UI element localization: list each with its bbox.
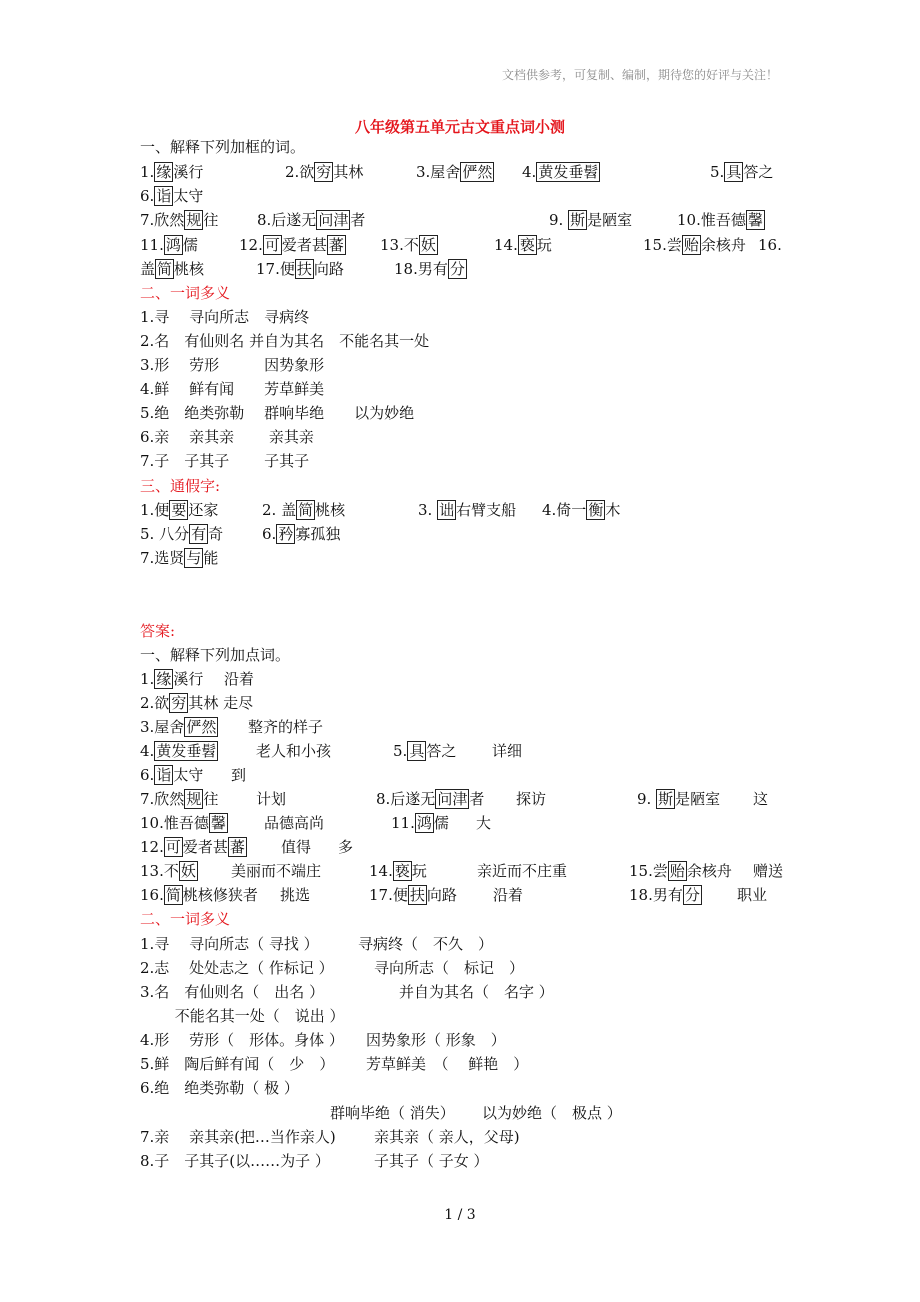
answer-meaning: 探访 bbox=[516, 790, 547, 808]
answer-row-4: 4. 黄发垂髫 老人和小孩 5. 具 答之 详细 bbox=[140, 742, 523, 760]
polysemy-line: 2.名 有仙则名 并自为其名 不能名其一处 bbox=[140, 332, 430, 350]
loanword-row-1 bbox=[140, 500, 740, 520]
answer-polysemy-line: 5.鲜 陶后鲜有闻（ 少 ） 芳草鲜美 （ 鲜艳 ） bbox=[140, 1055, 529, 1073]
answer-meaning: 沿着 bbox=[493, 886, 524, 904]
item-17: 17.便 扶 向路 bbox=[256, 260, 344, 278]
loanword-7: 7.选贤 与 能 bbox=[140, 549, 219, 567]
quiz-section3-heading: 三、通假字: bbox=[140, 477, 221, 495]
quiz-row-4 bbox=[140, 235, 780, 255]
answer-meaning: 整齐的样子 bbox=[248, 718, 324, 736]
answer-row-3: 3.屋舍 俨然 整齐的样子 bbox=[140, 718, 324, 736]
item-9: 9. 斯 是陋室 bbox=[549, 211, 633, 229]
answer-meaning: 美丽而不端庄 bbox=[231, 862, 322, 880]
answers-label: 答案: bbox=[140, 622, 176, 640]
item-1: 1. 缘 溪行 bbox=[140, 163, 204, 181]
quiz-row-3 bbox=[140, 210, 780, 230]
answer-meaning: 赠送 bbox=[753, 862, 784, 880]
answer-polysemy-line: 1.寻 寻向所志（ 寻找 ） 寻病终（ 不久 ） bbox=[140, 935, 494, 953]
item-8: 8.后遂无 问津 者 bbox=[257, 211, 366, 229]
answer-polysemy-line: 不能名其一处（ 说出 ） bbox=[140, 1007, 345, 1025]
loanword-6: 6. 矜 寡孤独 bbox=[262, 525, 341, 543]
answer-row-10: 10.惟吾德 馨 品德高尚 11. 鸿 儒 大 bbox=[140, 814, 492, 832]
answer-meaning: 亲近而不庄重 bbox=[477, 862, 568, 880]
item-14: 14. 亵 玩 bbox=[494, 236, 552, 254]
loanword-1: 1.便 要 还家 bbox=[140, 501, 219, 519]
loanword-3: 3. 诎 右臂支船 bbox=[418, 501, 517, 519]
answer-meaning: 走尽 bbox=[223, 694, 254, 712]
answer-meaning: 职业 bbox=[737, 886, 768, 904]
answer-row-1: 1. 缘 溪行 沿着 bbox=[140, 670, 255, 688]
answer-polysemy-line: 8.子 子其子(以……为子 ） 子其子（ 子女 ） bbox=[140, 1152, 489, 1170]
answers-section2-heading: 二、一词多义 bbox=[140, 910, 231, 928]
answer-meaning: 沿着 bbox=[224, 670, 255, 688]
answers-section1-heading: 一、解释下列加点词。 bbox=[140, 646, 291, 664]
answer-meaning: 这 bbox=[753, 790, 769, 808]
answer-polysemy-line: 6.绝 绝类弥勒（ 极 ） bbox=[140, 1079, 299, 1097]
answer-row-2: 2.欲 穷 其林 走尽 bbox=[140, 694, 254, 712]
answer-polysemy-line: 7.亲 亲其亲(把…当作亲人) 亲其亲（ 亲人，父母) bbox=[140, 1128, 520, 1146]
polysemy-line: 4.鲜 鲜有闻 芳草鲜美 bbox=[140, 380, 325, 398]
item-18: 18.男有 分 bbox=[394, 260, 465, 278]
answer-meaning: 值得 bbox=[281, 838, 312, 856]
polysemy-line: 3.形 劳形 因势象形 bbox=[140, 356, 325, 374]
quiz-row-1 bbox=[140, 162, 780, 182]
polysemy-line: 6.亲 亲其亲 亲其亲 bbox=[140, 428, 314, 446]
answer-polysemy-line: 3.名 有仙则名（ 出名 ） 并自为其名（ 名字 ） bbox=[140, 983, 554, 1001]
answer-meaning: 挑选 bbox=[280, 886, 311, 904]
answer-polysemy-line: 群响毕绝（ 消失） 以为妙绝（ 极点 ） bbox=[330, 1104, 622, 1122]
item-15: 15.尝 贻 余核舟 bbox=[643, 236, 746, 254]
answer-row-16: 16. 简 桃核修狭者 挑选 17.便 扶 向路 沿着 18.男有 分 职业 bbox=[140, 886, 768, 904]
quiz-row-2: 6. 诣 太守 bbox=[140, 187, 204, 205]
polysemy-line: 5.绝 绝类弥勒 群响毕绝 以为妙绝 bbox=[140, 404, 415, 422]
answer-row-12: 12. 可 爱者甚 蕃 值得 多 bbox=[140, 838, 354, 856]
item-16: 盖 简 桃核 bbox=[140, 260, 205, 278]
answer-meaning: 计划 bbox=[256, 790, 287, 808]
item-16-number: 16. bbox=[758, 236, 782, 254]
answer-meaning: 多 bbox=[338, 838, 354, 856]
answer-row-7: 7.欣然 规 往 计划 8.后遂无 问津 者 探访 9. 斯 是陋室 这 bbox=[140, 790, 769, 808]
loanword-4: 4.倚一 衡 木 bbox=[542, 501, 621, 519]
item-3: 3.屋舍 俨然 bbox=[416, 163, 493, 181]
item-12: 12. 可 爱者甚 蕃 bbox=[239, 236, 344, 254]
answer-polysemy-line: 2.志 处处志之（ 作标记 ） 寻向所志（ 标记 ） bbox=[140, 959, 525, 977]
loanword-5: 5. 八分 有 奇 bbox=[140, 525, 224, 543]
item-11: 11. 鸿 儒 bbox=[140, 236, 198, 254]
header-note: 文档供参考，可复制、编制，期待您的好评与关注！ bbox=[501, 68, 778, 82]
quiz-row-5 bbox=[140, 259, 780, 279]
item-2: 2.欲 穷 其林 bbox=[285, 163, 364, 181]
page-title: 八年级第五单元古文重点词小测 bbox=[354, 118, 565, 136]
answer-row-13: 13.不 妖 美丽而不端庄 14. 亵 玩 亲近而不庄重 15.尝 贻 余核舟 赠送 bbox=[140, 862, 784, 880]
answer-meaning: 大 bbox=[476, 814, 492, 832]
answer-meaning: 到 bbox=[231, 766, 247, 784]
answer-meaning: 品德高尚 bbox=[264, 814, 325, 832]
item-10: 10.惟吾德 馨 bbox=[677, 211, 763, 229]
item-13: 13.不 妖 bbox=[380, 236, 436, 254]
polysemy-line: 1.寻 寻向所志 寻病终 bbox=[140, 308, 310, 326]
answer-meaning: 详细 bbox=[492, 742, 523, 760]
item-5: 5. 具 答之 bbox=[710, 163, 774, 181]
loanword-row-2 bbox=[140, 524, 740, 544]
answer-row-6: 6. 诣 太守 到 bbox=[140, 766, 247, 784]
polysemy-line: 7.子 子其子 子其子 bbox=[140, 452, 310, 470]
item-4: 4. 黄发垂髫 bbox=[522, 163, 599, 181]
quiz-section2-heading: 二、一词多义 bbox=[140, 284, 231, 302]
item-7: 7.欣然 规 往 bbox=[140, 211, 219, 229]
answer-polysemy-line: 4.形 劳形（ 形体。身体 ） 因势象形（ 形象 ） bbox=[140, 1031, 506, 1049]
answer-meaning: 老人和小孩 bbox=[256, 742, 332, 760]
loanword-2: 2. 盖 简 桃核 bbox=[262, 501, 346, 519]
quiz-section1-heading: 一、解释下列加框的词。 bbox=[140, 138, 306, 156]
page-number: 1 / 3 bbox=[444, 1207, 476, 1223]
